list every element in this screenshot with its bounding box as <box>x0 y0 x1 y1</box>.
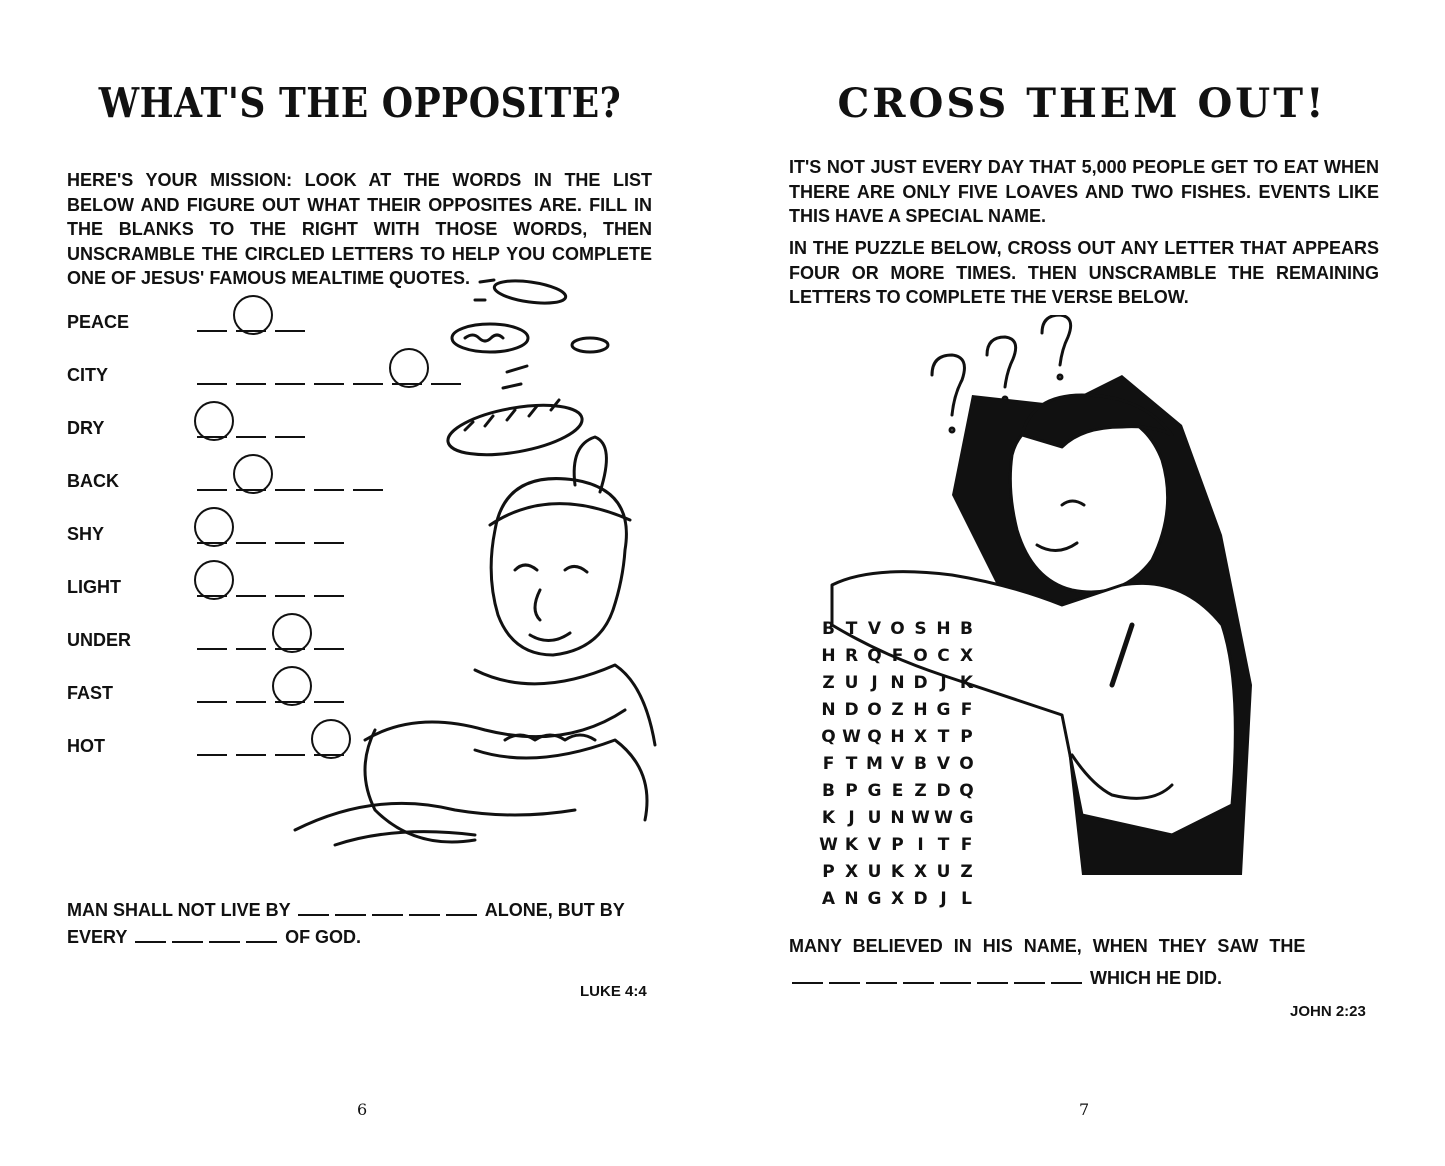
letter-blank[interactable] <box>197 383 227 385</box>
grid-row <box>817 804 978 831</box>
opposite-word: PEACE <box>67 312 130 332</box>
grid-letter[interactable]: N <box>890 807 905 828</box>
verse-letter-blank[interactable] <box>940 968 971 984</box>
grid-letter[interactable]: D <box>913 672 928 693</box>
grid-letter[interactable]: T <box>937 834 950 855</box>
grid-letter[interactable]: Q <box>959 780 974 801</box>
page-number: 7 <box>1079 1100 1090 1119</box>
grid-letter[interactable]: H <box>936 618 951 639</box>
grid-letter[interactable]: W <box>819 834 838 855</box>
right-page <box>722 0 1445 1166</box>
grid-letter[interactable]: F <box>960 699 973 720</box>
grid-letter[interactable]: J <box>940 672 947 693</box>
grid-row <box>817 642 978 669</box>
opposite-word: LIGHT <box>67 577 121 597</box>
grid-letter[interactable]: L <box>961 888 972 909</box>
opposite-word: HOT <box>67 736 105 756</box>
grid-letter[interactable]: W <box>934 807 953 828</box>
opposite-word: BACK <box>67 471 119 491</box>
letter-blank[interactable] <box>236 754 266 756</box>
verse-letter-blank[interactable] <box>903 968 934 984</box>
grid-letter[interactable]: Z <box>914 780 927 801</box>
grid-letter[interactable]: H <box>913 699 928 720</box>
grid-letter[interactable]: G <box>959 807 974 828</box>
grid-letter[interactable]: G <box>867 780 882 801</box>
grid-letter[interactable]: H <box>821 645 836 666</box>
verse-letter-blank[interactable] <box>298 900 329 916</box>
grid-row <box>817 858 978 885</box>
grid-letter[interactable]: N <box>821 699 836 720</box>
grid-letter[interactable]: T <box>845 618 858 639</box>
grid-letter[interactable]: I <box>917 834 924 855</box>
grid-letter[interactable]: N <box>890 672 905 693</box>
grid-letter[interactable]: X <box>913 861 928 882</box>
grid-letter[interactable]: U <box>936 861 951 882</box>
grid-letter[interactable]: P <box>845 780 858 801</box>
grid-letter[interactable]: G <box>867 888 882 909</box>
verse-blanks[interactable] <box>132 927 280 947</box>
verse-blanks[interactable] <box>789 968 1085 988</box>
verse-letter-blank[interactable] <box>829 968 860 984</box>
page-title: WHAT'S THE OPPOSITE? <box>98 78 622 128</box>
grid-letter[interactable]: K <box>959 672 974 693</box>
grid-letter[interactable]: B <box>960 618 973 639</box>
verse-letter-blank[interactable] <box>866 968 897 984</box>
grid-letter[interactable]: K <box>890 861 905 882</box>
verse-letter-blank[interactable] <box>135 927 166 943</box>
verse-letter-blank[interactable] <box>335 900 366 916</box>
verse-letter-blank[interactable] <box>246 927 277 943</box>
grid-row <box>817 723 978 750</box>
grid-letter[interactable]: J <box>940 888 947 909</box>
grid-row <box>817 669 978 696</box>
letter-blank[interactable] <box>236 436 266 438</box>
letter-blank[interactable] <box>236 648 266 650</box>
opposite-word: SHY <box>67 524 105 544</box>
grid-letter[interactable]: X <box>913 726 928 747</box>
letter-grid <box>817 615 978 912</box>
verse-line-1 <box>67 900 625 921</box>
verse-letter-blank[interactable] <box>446 900 477 916</box>
grid-letter[interactable]: X <box>959 645 974 666</box>
grid-letter[interactable]: Z <box>891 699 904 720</box>
grid-letter[interactable]: D <box>844 699 859 720</box>
grid-letter[interactable]: V <box>867 618 882 639</box>
verse-blanks[interactable] <box>295 900 480 920</box>
grid-letter[interactable]: P <box>891 834 904 855</box>
grid-row <box>817 696 978 723</box>
grid-letter[interactable]: Z <box>822 672 835 693</box>
verse-letter-blank[interactable] <box>372 900 403 916</box>
grid-letter[interactable]: P <box>960 726 973 747</box>
grid-letter[interactable]: T <box>937 726 950 747</box>
grid-letter[interactable]: P <box>822 861 835 882</box>
page-number: 6 <box>357 1100 368 1119</box>
grid-letter[interactable]: E <box>891 780 904 801</box>
grid-letter[interactable]: W <box>842 726 861 747</box>
circled-letter[interactable] <box>194 401 234 441</box>
grid-letter[interactable]: W <box>911 807 930 828</box>
grid-row <box>817 831 978 858</box>
letter-blank[interactable] <box>236 595 266 597</box>
grid-letter[interactable]: O <box>913 645 928 666</box>
grid-letter[interactable]: V <box>936 753 951 774</box>
grid-letter[interactable]: N <box>844 888 859 909</box>
grid-letter[interactable]: O <box>890 618 905 639</box>
letter-blank[interactable] <box>197 754 227 756</box>
verse-reference: JOHN 2:23 <box>1290 1003 1366 1020</box>
grid-letter[interactable]: X <box>890 888 905 909</box>
grid-letter[interactable]: B <box>822 618 835 639</box>
opposite-word: UNDER <box>67 630 132 650</box>
grid-letter[interactable]: G <box>936 699 951 720</box>
grid-letter[interactable]: M <box>866 753 883 774</box>
grid-row <box>817 777 978 804</box>
grid-letter[interactable]: D <box>913 888 928 909</box>
grid-letter[interactable]: D <box>936 780 951 801</box>
grid-letter[interactable]: H <box>890 726 905 747</box>
instructions: HERE'S YOUR MISSION: LOOK AT THE WORDS IN THE LIST BELOW AND FIGURE OUT WHAT THEIR OPPOSITES ARE. FILL IN THE BLANKS TO THE RIGHT WITH THOSE WORDS, THEN UNSCRAMBLE THE CIRCLED LETTERS TO HELP YOU COMPLETE ONE OF JESUS' FAMOUS MEALTIME QUOTES. <box>67 170 652 288</box>
circled-letter[interactable] <box>233 454 273 494</box>
verse-letter-blank[interactable] <box>1051 968 1082 984</box>
verse-letter-blank[interactable] <box>209 927 240 943</box>
letter-blank[interactable] <box>197 648 227 650</box>
grid-letter[interactable]: F <box>960 834 973 855</box>
grid-letter[interactable]: B <box>822 780 835 801</box>
grid-letter[interactable]: Z <box>960 861 973 882</box>
letter-blank[interactable] <box>236 542 266 544</box>
letter-blank[interactable] <box>197 330 227 332</box>
verse-letter-blank[interactable] <box>409 900 440 916</box>
grid-letter[interactable]: J <box>871 672 878 693</box>
verse-letter-blank[interactable] <box>792 968 823 984</box>
grid-letter[interactable]: Q <box>867 726 882 747</box>
grid-letter[interactable]: F <box>822 753 835 774</box>
verse-line-2 <box>789 968 1222 989</box>
grid-letter[interactable]: R <box>844 645 859 666</box>
grid-letter[interactable]: C <box>937 645 950 666</box>
grid-letter[interactable]: S <box>914 618 927 639</box>
instructions: IT'S NOT JUST EVERY DAY THAT 5,000 PEOPLE GET TO EAT WHEN THERE ARE ONLY FIVE LOAVES AND TWO FISHES. EVENTS LIKE THIS HAVE A SPECIAL NAME. <box>789 157 1379 226</box>
verse-text: OF GOD. <box>285 927 362 947</box>
grid-row <box>817 750 978 777</box>
grid-letter[interactable]: K <box>821 807 836 828</box>
grid-letter[interactable]: O <box>867 699 882 720</box>
grid-letter[interactable]: F <box>891 645 904 666</box>
verse-text: MAN SHALL NOT LIVE BY <box>67 900 291 920</box>
grid-letter[interactable]: J <box>848 807 855 828</box>
grid-letter[interactable]: K <box>844 834 859 855</box>
verse-letter-blank[interactable] <box>1014 968 1045 984</box>
opposite-word: FAST <box>67 683 114 703</box>
opposite-word: CITY <box>67 365 109 385</box>
verse-letter-blank[interactable] <box>977 968 1008 984</box>
grid-letter[interactable]: T <box>845 753 858 774</box>
grid-letter[interactable]: V <box>867 834 882 855</box>
verse-text: WHICH HE DID. <box>1090 968 1223 988</box>
verse-text: EVERY <box>67 927 128 947</box>
grid-row <box>817 885 978 912</box>
boy-with-bread-illustration <box>275 270 675 860</box>
left-page <box>0 0 722 1166</box>
circled-letter[interactable] <box>233 295 273 335</box>
grid-letter[interactable]: Q <box>867 645 882 666</box>
grid-row <box>817 615 978 642</box>
grid-letter[interactable]: X <box>844 861 859 882</box>
letter-blank[interactable] <box>236 701 266 703</box>
grid-letter[interactable]: A <box>821 888 836 909</box>
grid-letter[interactable]: V <box>890 753 905 774</box>
instructions-2: IN THE PUZZLE BELOW, CROSS OUT ANY LETTER THAT APPEARS FOUR OR MORE TIMES. THEN UNSCRAMBLE THE REMAINING LETTERS TO COMPLETE THE VERSE BELOW. <box>789 238 1379 307</box>
verse-line-2 <box>67 927 361 948</box>
grid-letter[interactable]: Q <box>821 726 836 747</box>
letter-blank[interactable] <box>197 489 227 491</box>
grid-letter[interactable]: U <box>844 672 859 693</box>
verse-reference: LUKE 4:4 <box>580 983 647 1000</box>
circled-letter[interactable] <box>194 560 234 600</box>
letter-blank[interactable] <box>197 701 227 703</box>
verse-letter-blank[interactable] <box>172 927 203 943</box>
grid-letter[interactable]: U <box>867 861 882 882</box>
grid-letter[interactable]: O <box>959 753 974 774</box>
grid-letter[interactable]: B <box>914 753 927 774</box>
circled-letter[interactable] <box>194 507 234 547</box>
page-title: CROSS THEM OUT! <box>837 80 1327 127</box>
verse-line-1: MANY BELIEVED IN HIS NAME, WHEN THEY SAW THE <box>789 936 1306 956</box>
grid-letter[interactable]: U <box>867 807 882 828</box>
letter-blank[interactable] <box>236 383 266 385</box>
verse-text: ALONE, BUT BY <box>484 900 625 920</box>
opposite-word: DRY <box>67 418 105 438</box>
